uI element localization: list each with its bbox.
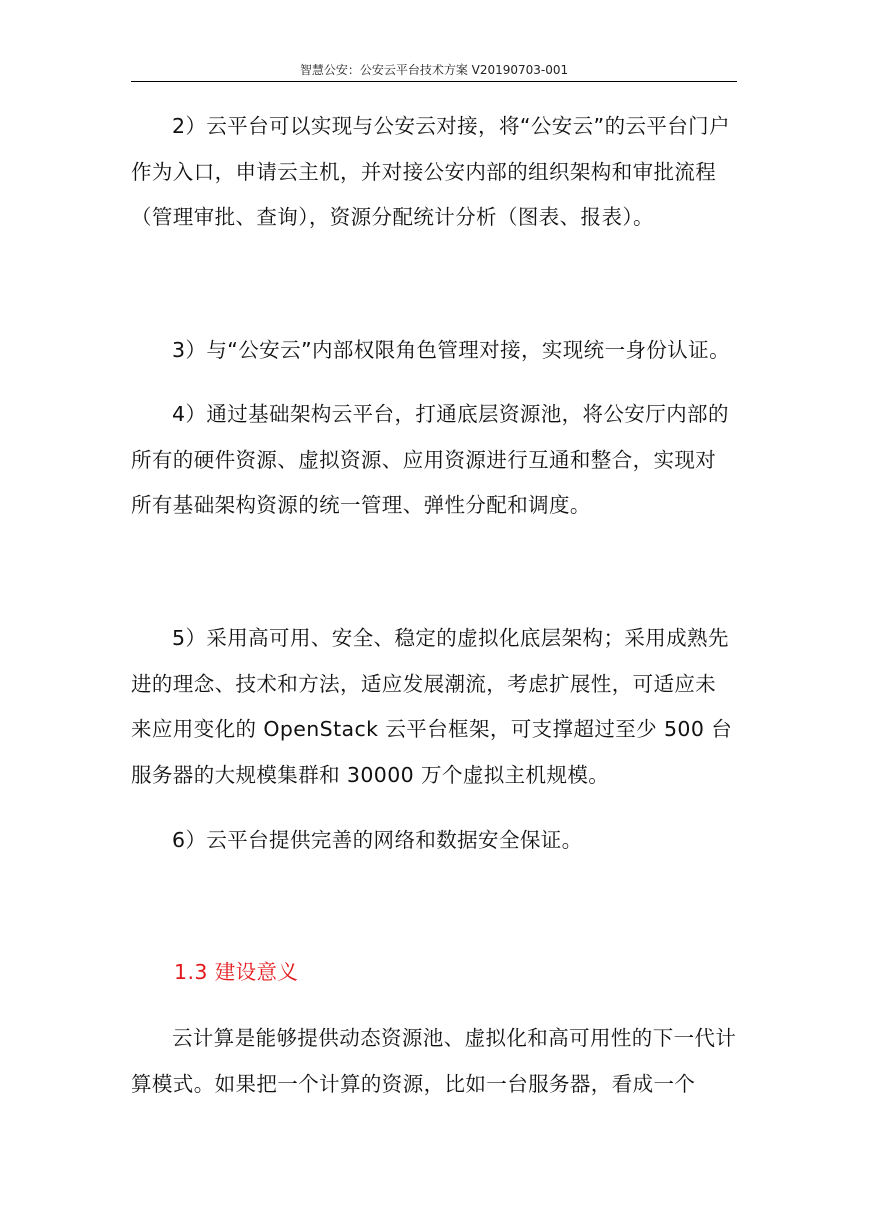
section-heading: 1.3 建设意义 (174, 960, 299, 984)
paragraph-3: 3）与“公安云”内部权限角色管理对接，实现统一身份认证。 (172, 338, 730, 362)
paragraph-5: 5）采用高可用、安全、稳定的虚拟化底层架构；采用成熟先进的理念、技术和方法，适应发展潮流，考虑扩展性，可适应未来应用变化的 OpenStack 云平台框架，可支撑超过至少 500 台服务器的大规模集群和 30000 万个虚拟主机规模。 (131, 626, 733, 787)
paragraph-4: 4）通过基础架构云平台，打通底层资源池，将公安厅内部的所有的硬件资源、虚拟资源、应用资源进行互通和整合，实现对所有基础架构资源的统一管理、弹性分配和调度。 (131, 402, 729, 517)
paragraph-6: 6）云平台提供完善的网络和数据安全保证。 (172, 828, 583, 852)
section-body-paragraph: 云计算是能够提供动态资源池、虚拟化和高可用性的下一代计算模式。如果把一个计算的资源，比如一台服务器，看成一个 (131, 1026, 737, 1096)
paragraph-2: 2）云平台可以实现与公安云对接，将“公安云”的云平台门户作为入口，申请云主机，并对接公安内部的组织架构和审批流程（管理审批、查询），资源分配统计分析（图表、报表）。 (131, 114, 730, 229)
page-header: 智慧公安：公安云平台技术方案 V20190703-001 (299, 63, 569, 77)
header-rule (131, 81, 737, 82)
